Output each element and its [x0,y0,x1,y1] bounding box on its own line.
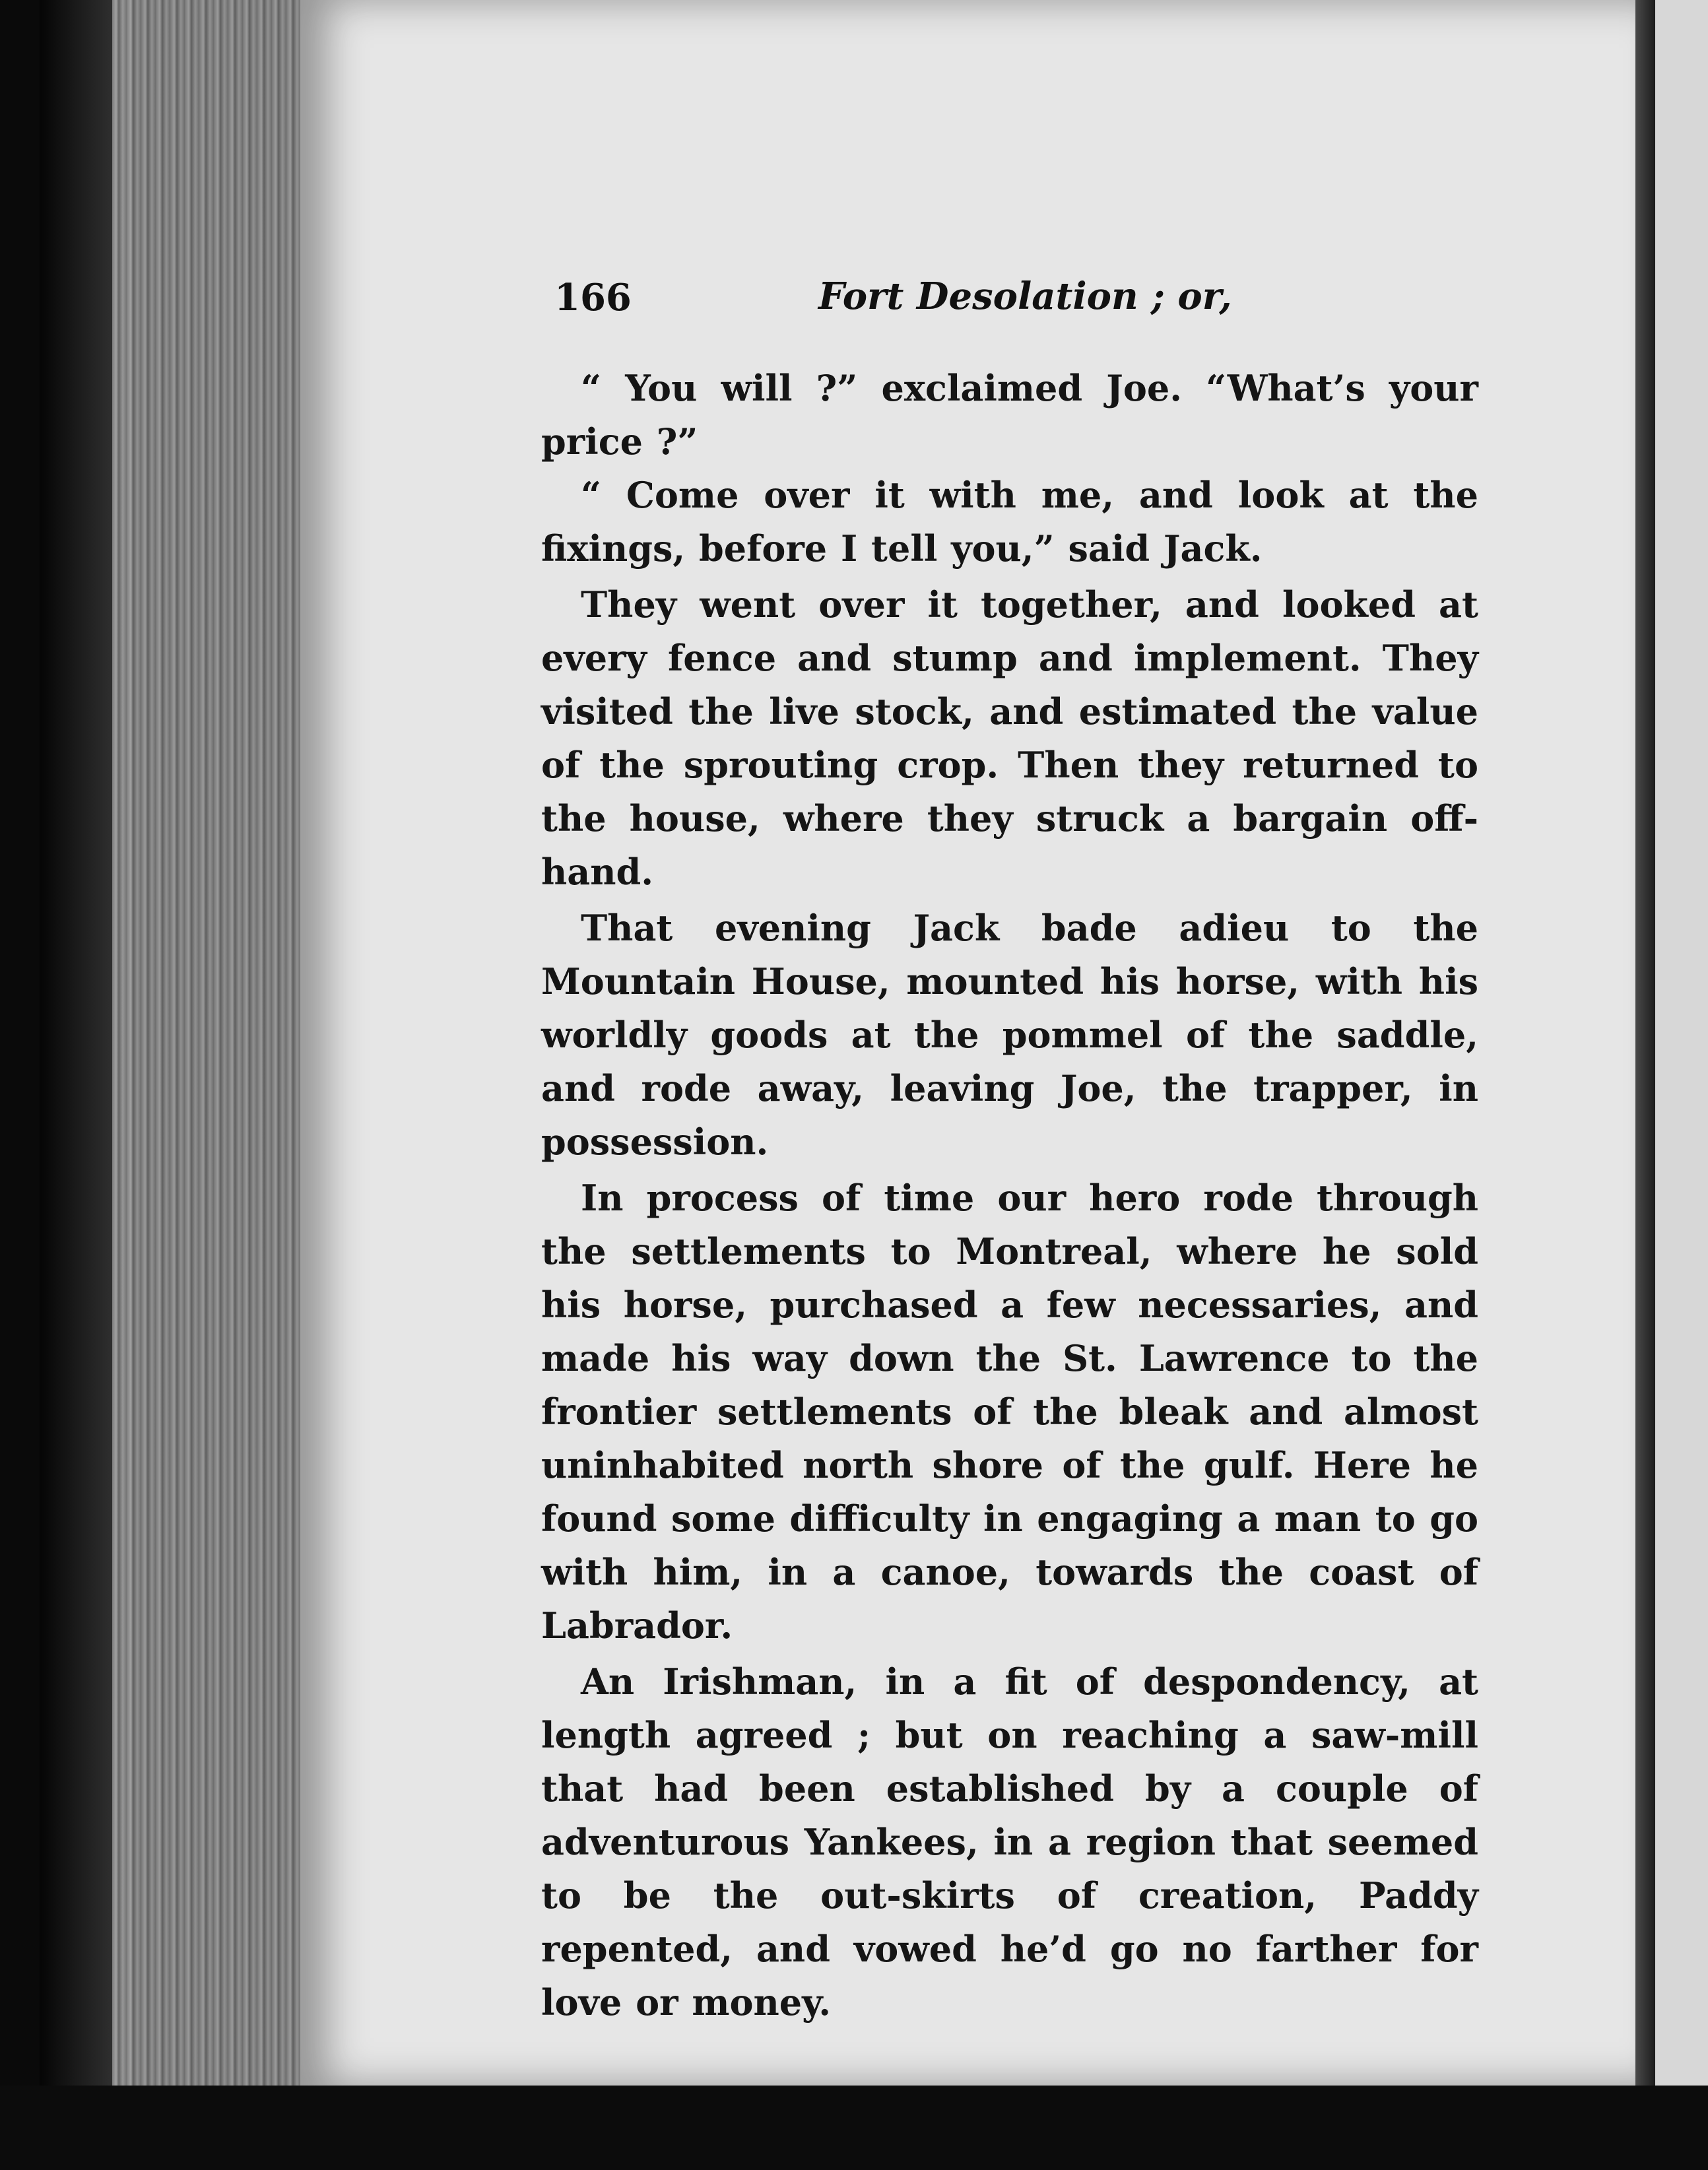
paragraph: In process of time our hero rode through the settlements to Montreal, where he sold his horse, purchased a few necessaries, and made his way down the St. Lawrence to the frontier settlements of the bleak and almost uninhabited north shore of the gulf. Here he found some difficulty in engaging a man to go with him, in a canoe, towards the coast of Labrador. [541,1177,1478,1647]
paragraph: They went over it together, and looked at every fence and stump and implement. They visited the live stock, and estimated the value of the sprouting crop. Then they returned to the house, where they struck a bargain off-hand. [541,583,1478,893]
book-fore-edge [112,0,310,2170]
running-title: Fort Desolation ; or, [818,275,1232,318]
paragraph: An Irishman, in a fit of despondency, at length agreed ; but on reaching a saw-mill that had been established by a couple of adventurous Yankees, in a region that seemed to be the out-skirts of creation, Paddy repented, and vowed he’d go no farther for love or money. [541,1660,1478,2023]
page-header [554,269,1465,329]
page-number: 166 [554,276,632,319]
page-gutter [1635,0,1655,2112]
facing-page-edge [1655,0,1708,2170]
paragraph: “ Come over it with me, and look at the fixings, before I tell you,” said Jack. [541,474,1478,570]
body-text [541,362,1478,2029]
paragraph: “ You will ?” exclaimed Joe. “What’s your price ?” [541,367,1478,463]
scan-background [0,2086,1708,2170]
paragraph: That evening Jack bade adieu to the Mountain House, mounted his horse, with his worldly goods at the pommel of the saddle, and rode away, leaving Joe, the trapper, in possession. [541,907,1478,1163]
